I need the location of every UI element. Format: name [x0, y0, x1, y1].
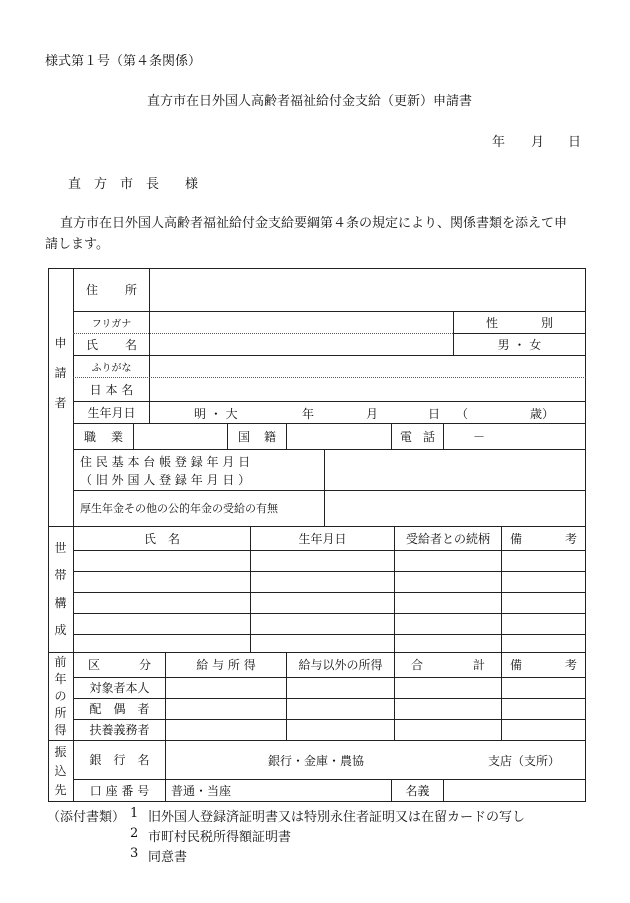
income-total-header: 合 計 — [411, 658, 485, 672]
age-close: 歳） — [530, 407, 555, 421]
form-number: 様式第１号（第４条関係） — [45, 54, 202, 69]
japanese-name-field[interactable] — [150, 377, 585, 401]
phone-field[interactable]: － — [472, 429, 485, 444]
attachment-1-text: 旧外国人登録済証明書又は特別永住者証明又は在留カードの写し — [148, 810, 526, 825]
birth-year-unit: 年 — [302, 407, 315, 421]
income-other-header: 給与以外の所得 — [298, 658, 383, 672]
account-number-field[interactable]: 普通・当座 — [171, 784, 232, 798]
address-field[interactable] — [150, 268, 585, 311]
income-notes-header: 備 考 — [510, 658, 577, 672]
transfer-section-label: 振 込 先 — [54, 744, 67, 798]
era-options: 明 ・ 大 — [194, 407, 238, 421]
income-section-label: 前 年 の 所 得 — [54, 655, 67, 737]
occupation-label: 職 業 — [84, 429, 123, 444]
registration-date-field[interactable] — [325, 449, 585, 490]
income-row-self: 対象者本人 — [89, 681, 150, 695]
bank-type-options: 銀行・金庫・農協 — [268, 754, 365, 768]
pension-label: 厚生年金その他の公的年金の受給の有無 — [80, 502, 278, 515]
nationality-label: 国 籍 — [238, 429, 276, 444]
gender-label: 性 別 — [486, 315, 553, 330]
gender-options[interactable]: 男 ・ 女 — [497, 337, 542, 352]
attachment-3-num: 3 — [130, 846, 139, 861]
addressee: 直 方 市 長 様 — [68, 177, 199, 192]
document-title: 直方市在日外国人高齢者福祉給付金支給（更新）申請書 — [147, 94, 473, 109]
attachment-1-num: 1 — [130, 806, 139, 821]
name-label: 氏 名 — [86, 337, 137, 352]
attachment-2-text: 市町村民税所得額証明書 — [148, 830, 292, 845]
birthdate-field[interactable] — [150, 401, 585, 423]
household-notes-header: 備 考 — [510, 531, 577, 546]
income-row-dependent: 扶養義務者 — [89, 723, 150, 737]
bank-name-field[interactable] — [166, 740, 585, 779]
birth-day-unit: 日 — [428, 407, 441, 421]
account-holder-field[interactable] — [444, 779, 585, 802]
registration-label-1: 住 民 基 本 台 帳 登 録 年 月 日 — [80, 455, 251, 469]
account-holder-label: 名義 — [405, 784, 430, 798]
income-row-spouse: 配 偶 者 — [89, 702, 150, 716]
age-open: （ — [456, 407, 469, 421]
account-number-label: 口 座 番 号 — [89, 784, 150, 798]
attachments-label: （添付書類） — [47, 810, 126, 825]
pension-field[interactable] — [325, 490, 585, 526]
nationality-field[interactable] — [287, 423, 391, 449]
registration-label-2: （ 旧 外 国 人 登 録 年 月 日 ） — [80, 473, 251, 487]
name-field[interactable] — [150, 333, 453, 355]
birthdate-label: 生年月日 — [87, 405, 136, 420]
occupation-field[interactable] — [134, 423, 227, 449]
address-label: 住 所 — [86, 283, 137, 297]
date-day-label: 日 — [568, 135, 582, 150]
attachment-3-text: 同意書 — [148, 850, 188, 865]
applicant-section-label: 申 請 者 — [54, 336, 67, 410]
intro-line-2: 請します。 — [45, 237, 109, 252]
japanese-name-label: 日 本 名 — [89, 382, 134, 397]
date-month-label: 月 — [531, 135, 545, 150]
furigana-label: フリガナ — [91, 318, 132, 330]
furigana-jp-label: ふりがな — [91, 362, 132, 374]
income-category-header: 区 分 — [88, 658, 151, 672]
application-form-table — [48, 268, 586, 802]
household-relationship-header: 受給者との続柄 — [405, 531, 490, 546]
income-salary-header: 給 与 所 得 — [196, 658, 256, 672]
household-birthdate-header: 生年月日 — [298, 531, 347, 546]
phone-label: 電 話 — [400, 429, 435, 444]
furigana-jp-field[interactable] — [150, 355, 585, 377]
intro-line-1: 直方市在日外国人高齢者福祉給付金支給要綱第４条の規定により、関係書類を添えて申 — [60, 216, 568, 231]
furigana-field[interactable] — [150, 311, 453, 333]
date-year-label: 年 — [492, 135, 506, 150]
bank-name-label: 銀 行 名 — [89, 753, 150, 767]
household-section-label: 世 帯 構 成 — [54, 540, 67, 638]
birth-month-unit: 月 — [366, 407, 379, 421]
branch-label: 支店（支所） — [488, 754, 561, 768]
attachment-2-num: 2 — [130, 826, 139, 841]
household-name-header: 氏 名 — [143, 531, 180, 546]
